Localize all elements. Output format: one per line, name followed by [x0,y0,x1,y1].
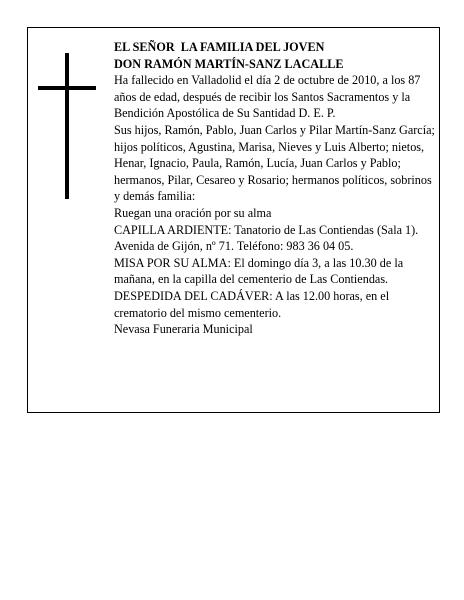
prayer-request: Ruegan una oración por su alma [114,205,272,220]
farewell-info: DESPEDIDA DEL CADÁVER: A las 12.00 horas, en el crematorio del mismo cementerio. [114,288,390,320]
funeral-home: Nevasa Funeraria Municipal [114,322,253,337]
obituary-text [114,39,436,338]
death-announcement: Ha fallecido en Valladolid el día 2 de octubre de 2010, a los 87 años de edad, después de recibir los Santos Sacramentos y la Bendición Apostólica de Su Santidad D. E. P. [114,73,421,121]
mass-info: MISA POR SU ALMA: El domingo día 3, a las 10.30 de la mañana, en la capilla del cementerio de Las Contiendas. [114,255,404,287]
family-list: Sus hijos, Ramón, Pablo, Juan Carlos y Pilar Martín-Sanz García; hijos políticos, Agustina, Marisa, Nieves y Luis Alberto; nietos, Henar, Ignacio, Paula, Ramón, Lucía, Juan Carlos y Pablo; hermanos, Pilar, Cesareo y Rosario; hermanos políticos, sobrinos y demás familia: [114,122,435,204]
cross-vertical-bar [65,53,69,199]
chapel-info: CAPILLA ARDIENTE: Tanatorio de Las Contiendas (Sala 1). Avenida de Gijón, nº 71. Teléfono: 983 36 04 05. [114,222,419,254]
cross-horizontal-bar [38,86,96,90]
heading-line-1: EL SEÑOR LA FAMILIA DEL JOVEN [114,40,325,54]
obituary-notice [27,27,440,413]
heading-line-2: DON RAMÓN MARTÍN-SANZ LACALLE [114,56,344,71]
cross-icon [38,53,96,199]
